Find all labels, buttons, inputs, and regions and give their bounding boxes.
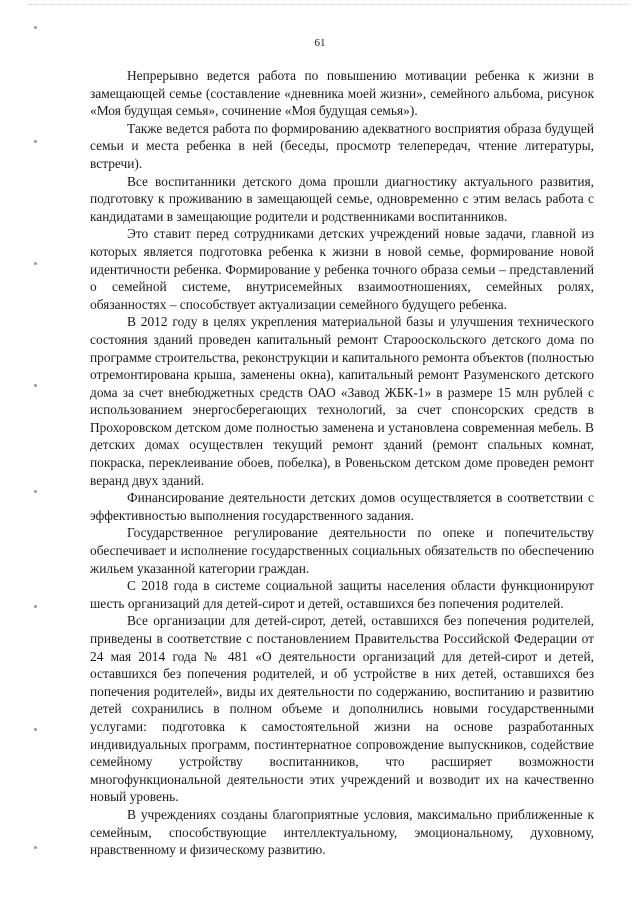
paragraph: Все воспитанники детского дома прошли диагностику актуального развития, подготовку к проживанию в замещающей семье, одновременно с этим велась работа с кандидатами в замещающие родители и родственниками воспитанников.: [90, 173, 594, 224]
paragraph: Государственное регулирование деятельности по опеке и попечительству обеспечивает и исполнение государственных социальных обязательств по обеспечению жильем указанной категории граждан.: [90, 525, 594, 576]
margin-mark: [34, 140, 37, 143]
margin-mark: [34, 262, 37, 265]
margin-mark: [34, 26, 37, 29]
margin-mark: [34, 384, 37, 387]
scan-top-rule: [28, 4, 628, 5]
paragraph: Это ставит перед сотрудниками детских учреждений новые задачи, главной из которых является подготовка ребенка к жизни в новой семье, формирование новой идентичности ребенка. Формирование у ребенка точного образа семьи – представлений о семейной системе, внутрисемейных взаимоотношениях, семейных ролях, обязанностях – способствует актуализации семейного будущего ребенка.: [90, 226, 594, 312]
body-text: [90, 67, 594, 859]
paragraph: Также ведется работа по формированию адекватного восприятия образа будущей семьи и места ребенка в ней (беседы, просмотр телепередач, чтение литературы, встречи).: [90, 120, 594, 171]
paragraph: В 2012 году в целях укрепления материальной базы и улучшения технического состояния зданий проведен капитальный ремонт Старооскольского детского дома по программе строительства, реконструкции и капитального ремонта объектов (полностью отремонтирована крыша, заменены окна), капитальный ремонт Разуменского детского дома за счет внебюджетных средств ОАО «Завод ЖБК-1» в размере 15 млн рублей с использованием энергосберегающих технологий, за счет спонсорских средств в Прохоровском детском доме полностью заменена и установлена современная мебель. В детских домах осуществлен текущий ремонт зданий (ремонт спальных комнат, покраска, переклеивание обоев, побелка), в Ровеньском детском доме проведен ремонт веранд двух зданий.: [90, 314, 594, 488]
paragraph: Все организации для детей-сирот, детей, оставшихся без попечения родителей, приведены в соответствие с постановлением Правительства Российской Федерации от 24 мая 2014 года № 481 «О деятельности организаций для детей-сирот и детей, оставшихся без попечения родителей, и об устройстве в них детей, оставшихся без попечения родителей», виды их деятельности по содержанию, воспитанию и развитию детей сохранились в полном объеме и дополнились новыми государственными услугами: подготовка к самостоятельной жизни на основе разработанных индивидуальных программ, постинтернатное сопровождение выпускников, содействие семейному устройству воспитанников, что расширяет возможности многофункциональной деятельности этих учреждений и возводит их на качественно новый уровень.: [90, 613, 594, 805]
page-number: 61: [314, 37, 326, 49]
paragraph: Непрерывно ведется работа по повышению мотивации ребенка к жизни в замещающей семье (составление «дневника моей жизни», семейного альбома, рисунок «Моя будущая семья», сочинение «Моя будущая семья»).: [90, 68, 594, 119]
paragraph: Финансирование деятельности детских домов осуществляется в соответствии с эффективностью выполнения государственного задания.: [90, 490, 594, 523]
paragraph: В учреждениях созданы благоприятные условия, максимально приближенные к семейным, способствующие интеллектуальному, эмоциональному, духовному, нравственному и физическому развитию.: [90, 806, 594, 858]
margin-mark: [34, 605, 37, 608]
margin-mark: [34, 846, 37, 849]
paragraph: С 2018 года в системе социальной защиты населения области функционируют шесть организаций для детей-сирот и детей, оставшихся без попечения родителей.: [90, 578, 594, 611]
margin-mark: [34, 490, 37, 493]
margin-mark: [34, 728, 37, 731]
